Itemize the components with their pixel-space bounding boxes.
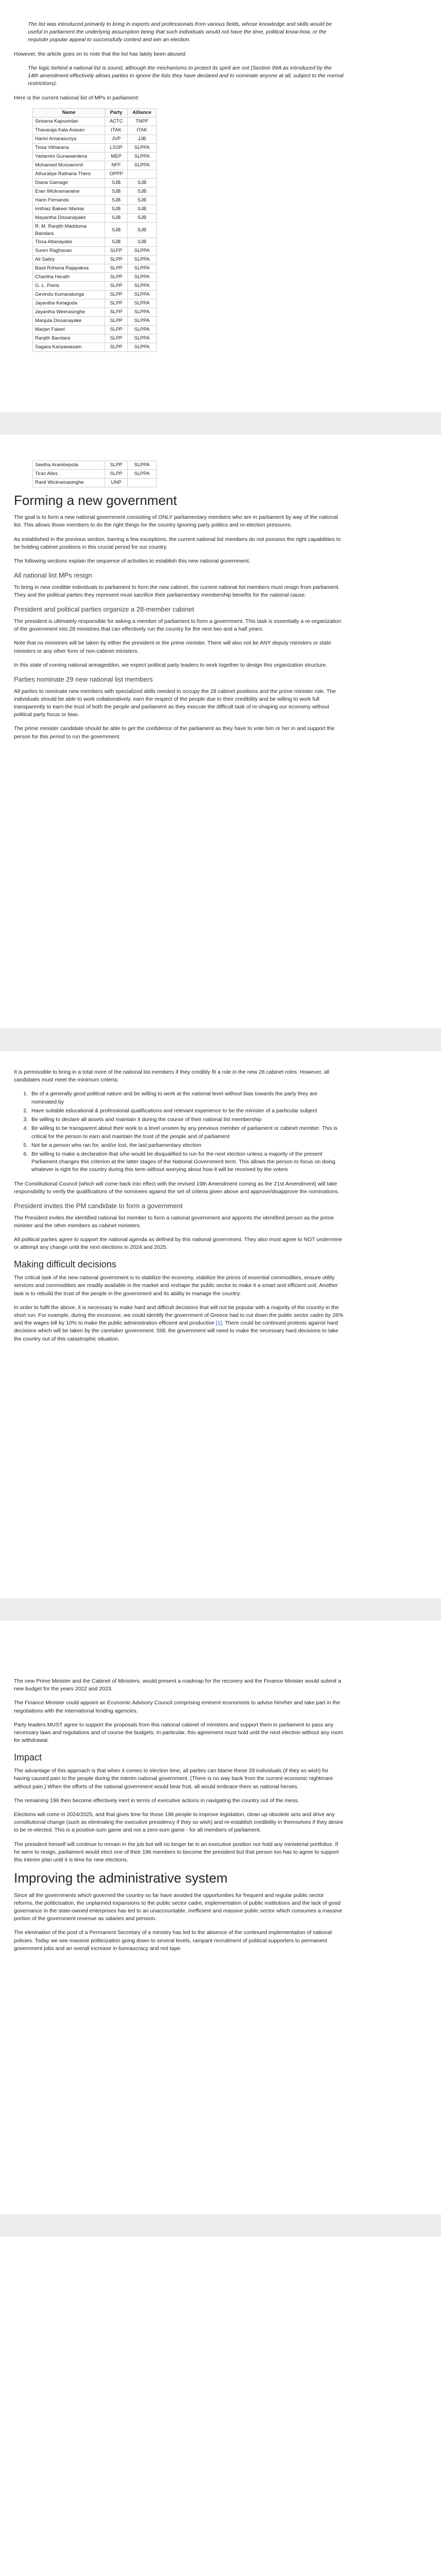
cell-name: G. L. Peiris bbox=[33, 282, 105, 291]
list-item: 2. Have suitable educational & professional qualifications and relevant experience to be the minister of a particular subject bbox=[29, 1107, 344, 1115]
paragraph: All parties to nominate new members with specialized skills needed to occupy the 28 cabinet positions and the prime minister role. The individuals should be able to work collaboratively, earn the respect of the people due to their credibility and be willing to work full transparently to earn the trust of both the people and parliament as they execute the difficult task of re-shaping our economy without political party focus or bias. bbox=[14, 688, 336, 718]
cell-alliance: SJB bbox=[128, 178, 157, 187]
paragraph: The following sections explain the sequence of activities to establish this new national government. bbox=[14, 558, 250, 565]
cell-alliance: SJB bbox=[128, 196, 157, 205]
cell-party: SJB bbox=[105, 196, 128, 205]
quote-national-list-abuse: The logic behind a national list is sound, although the mechanisms to protect its spirit are not (Section 99A as introduced by the 14th amendment effectively allows parties to ignore the lists they have declared and to nominate anyone at all, subject to the normal restrictions). bbox=[28, 64, 344, 87]
cell-party: LSSP bbox=[105, 143, 128, 152]
paragraph: The prime minister candidate should be able to get the confidence of the parliament as they have to vote him or her in and support the person for this period to run the government. bbox=[14, 725, 335, 740]
cell-party: SJB bbox=[105, 205, 128, 213]
table-header-row bbox=[33, 108, 157, 117]
page-gap bbox=[0, 1598, 441, 1621]
heading-forming-government: Forming a new government bbox=[14, 493, 177, 508]
list-item: 4. Be willing to be transparent about their work to a level unseen by any previous member of parliament or cabinet member. This is critical for the person to earn and maintain the trust of the people and of parliament bbox=[29, 1125, 344, 1140]
paragraph: The advantage of this approach is that when it comes to election time, all parties can blame these 29 individuals (if they so wish) for having caused pain to the people during the interim national government. (There is no way back from the current economic nightmare without pain.) When the efforts of the national government would bear fruit, all would embrace them as national heroes. bbox=[14, 1768, 333, 1790]
paragraph: The president himself will continue to remain in the job but will no longer be in an executive position nor hold any ministerial portfolios. If he were to resign, parliament would elect one of their 196 members to become the president but that person too has to agree to support this interim plan until it is time for new elections. bbox=[14, 1841, 339, 1863]
paragraph-text: . There could be continued protests against hard decisions which will be taken by the caretaker government. Still, the government will need to make the necessary hard decisions to take the country out of this catastrophic situation. bbox=[14, 1320, 338, 1342]
cell-party: MEP bbox=[105, 152, 128, 161]
cell-name: Thavaraja Kala Arasan bbox=[33, 126, 105, 134]
heading-administrative-system: Improving the administrative system bbox=[14, 1870, 228, 1886]
paragraph: All political parties agree to support the national agenda as defined by this national government. They also must agree to NOT undermine or attempt any change until the next elections in 2024 and 2025. bbox=[14, 1236, 342, 1251]
cell-alliance bbox=[128, 170, 157, 178]
table-row bbox=[33, 282, 157, 291]
cell-name: Imthiaz Bakeer Markar bbox=[33, 205, 105, 213]
cell-alliance: SJB bbox=[128, 213, 157, 222]
paragraph: The remaining 196 then become effectively inert in terms of executive actions in navigating the country out of the mess. bbox=[14, 1797, 299, 1804]
cell-alliance: SLPPA bbox=[128, 326, 157, 334]
cell-name: Jayantha Weerasinghe bbox=[33, 308, 105, 317]
cell-alliance: SLPPA bbox=[128, 282, 157, 291]
page-gap bbox=[0, 1028, 441, 1051]
cell-alliance: SLPPA bbox=[128, 343, 157, 352]
cell-name: Jayantha Ketagoda bbox=[33, 299, 105, 308]
cell-alliance: SLPPA bbox=[128, 461, 157, 470]
cell-alliance: SLPPA bbox=[128, 470, 157, 479]
table-row bbox=[33, 178, 157, 187]
cell-name: Diana Gamage bbox=[33, 178, 105, 187]
page-sheet-4 bbox=[0, 1621, 441, 2214]
cell-alliance: SJB bbox=[128, 222, 157, 238]
cell-party: SLPP bbox=[105, 343, 128, 352]
cell-name: Harin Fernando bbox=[33, 196, 105, 205]
cell-alliance: ITAK bbox=[128, 126, 157, 134]
heading-impact: Impact bbox=[14, 1752, 42, 1762]
table-row bbox=[33, 196, 157, 205]
cell-party: NFF bbox=[105, 161, 128, 170]
cell-party: UNP bbox=[105, 479, 128, 487]
cell-name: Marjan Faleel bbox=[33, 326, 105, 334]
cell-party: SLPP bbox=[105, 326, 128, 334]
table-row bbox=[33, 187, 157, 196]
page-sheet-2 bbox=[0, 435, 441, 1028]
table-row bbox=[33, 334, 157, 343]
cell-party: SLPP bbox=[105, 256, 128, 264]
table-row bbox=[33, 213, 157, 222]
heading-difficult-decisions: Making difficult decisions bbox=[14, 1259, 116, 1269]
page-gap bbox=[0, 412, 441, 435]
cell-name: Tiran Alles bbox=[33, 470, 105, 479]
table-row bbox=[33, 317, 157, 326]
nominee-criteria-list bbox=[29, 1090, 344, 1174]
table-row bbox=[33, 461, 157, 470]
national-list-table-body bbox=[33, 461, 157, 487]
column-header-alliance: Alliance bbox=[128, 108, 157, 117]
footnote-link[interactable]: [1] bbox=[216, 1320, 222, 1327]
list-item: 3. Be willing to declare all assets and maintain it during the course of their national list membership bbox=[29, 1116, 344, 1124]
cell-party: SJB bbox=[105, 213, 128, 222]
cell-party: SLPP bbox=[105, 291, 128, 299]
table-row bbox=[33, 256, 157, 264]
cell-alliance: SLPPA bbox=[128, 317, 157, 326]
national-list-table-continued bbox=[32, 461, 157, 487]
table-row bbox=[33, 299, 157, 308]
column-header-name: Name bbox=[33, 108, 105, 117]
paragraph: Elections will come in 2024/2025, and that gives time for those 196 people to improve legislation, clean up obsolete acts and drive any constitutional change (such as eliminating the executive presidency if they so wish) and re-establish credibility in themselves if they desire to be re-elected. This is a positive-sum game and not a zero-sum game - for all members of parliament. bbox=[14, 1811, 344, 1834]
heading-president-invites: President invites the PM candidate to form a government bbox=[14, 1202, 183, 1210]
cell-party: SLPP bbox=[105, 308, 128, 317]
cell-party: OPPP bbox=[105, 170, 128, 178]
cell-name: Sagara Kariyawasam bbox=[33, 343, 105, 352]
paragraph: The elimination of the post of a Permanent Secretary of a ministry has led to the absence of the continued implementation of national policies. Today we see massive politicization going down to several levels, rampant recruitment of political supporters to permanent government jobs and an overall increase in bureaucracy and red tape. bbox=[14, 1929, 332, 1952]
cell-party: ACTC bbox=[105, 117, 128, 126]
paragraph: As established in the previous section, barring a few exceptions, the current national list members do not possess the right capabilities to be holding cabinet positions in this crucial period for our country. bbox=[14, 536, 341, 550]
cell-name: Athuraliye Rathana Thero bbox=[33, 170, 105, 178]
national-list-table bbox=[32, 108, 157, 352]
cell-name: R. M. Ranjith Madduma Bandara bbox=[33, 222, 105, 238]
cell-party: SLPP bbox=[105, 334, 128, 343]
table-row bbox=[33, 326, 157, 334]
cell-party: ITAK bbox=[105, 126, 128, 134]
table-row bbox=[33, 343, 157, 352]
paragraph: Since all the governments which governed the country so far have avoided the opportunities for frequent and regular public sector reforms, the politicisation, the unplanned expansions to the public sector cadre, implementation of public institutions and the lack of good governance in the state-owned enterprises has led to an unaccountable, inefficient and massive public sector which consumes a massive portion of the government revenue as salaries and pension. bbox=[14, 1892, 343, 1922]
cell-alliance: SLPPA bbox=[128, 161, 157, 170]
table-row bbox=[33, 152, 157, 161]
cell-alliance: SJB bbox=[128, 205, 157, 213]
table-row bbox=[33, 291, 157, 299]
cell-party: SLPP bbox=[105, 317, 128, 326]
table-row bbox=[33, 273, 157, 282]
page-gap bbox=[0, 2214, 441, 2237]
cell-name: Tissa Attanayake bbox=[33, 238, 105, 247]
cell-party: SJB bbox=[105, 178, 128, 187]
paragraph: Party leaders MUST agree to support the proposals from this national cabinet of ministers and support them in parliament to pass any necessary laws and regulations and of course the budgets. In particular, this agreement must hold until the next election without any room for withdrawal. bbox=[14, 1721, 344, 1744]
cell-alliance: SLPPA bbox=[128, 264, 157, 273]
list-item: 5. Not be a person who ran for, and/or lost, the last parliamentary election bbox=[29, 1142, 344, 1149]
cell-alliance: SLPPA bbox=[128, 143, 157, 152]
cell-party: SJB bbox=[105, 238, 128, 247]
cell-party: SLPP bbox=[105, 264, 128, 273]
cell-party: SJB bbox=[105, 187, 128, 196]
table-row bbox=[33, 247, 157, 256]
cell-alliance: SLPPA bbox=[128, 273, 157, 282]
cell-alliance: SLPPA bbox=[128, 256, 157, 264]
cell-party: SLPP bbox=[105, 282, 128, 291]
cell-party: SJB bbox=[105, 222, 128, 238]
cell-alliance bbox=[128, 479, 157, 487]
table-row bbox=[33, 143, 157, 152]
cell-name: Mohamed Mussammil bbox=[33, 161, 105, 170]
table-row bbox=[33, 479, 157, 487]
cell-alliance: JJB bbox=[128, 134, 157, 143]
cell-name: Ali Sabry bbox=[33, 256, 105, 264]
heading-president-cabinet: President and political parties organize a 28-member cabinet bbox=[14, 605, 194, 614]
paragraph bbox=[14, 1304, 344, 1343]
cell-party: JVP bbox=[105, 134, 128, 143]
cell-name: Charitha Herath bbox=[33, 273, 105, 282]
national-list-table-body bbox=[33, 117, 157, 352]
table-row bbox=[33, 205, 157, 213]
paragraph: It is permissible to bring in a total more of the national list members if they credibly fit a role in the new 28 cabinet roles. However, all candidates must meet the minimum criteria: bbox=[14, 1069, 330, 1083]
table-row bbox=[33, 134, 157, 143]
paragraph: However, the article goes on to note that the list has lately been abused: bbox=[14, 50, 187, 57]
heading-parties-nominate: Parties nominate 29 new national list members bbox=[14, 675, 153, 683]
cell-name: Seetha Arambepola bbox=[33, 461, 105, 470]
table-row bbox=[33, 126, 157, 134]
paragraph: The goal is to form a new national government consisting of ONLY parliamentary members who are in parliament by way of the national list. This allows those members to do the right things for the country ignoring party politics and re-election pressures. bbox=[14, 514, 338, 529]
cell-alliance: SLPPA bbox=[128, 299, 157, 308]
cell-name: Basil Rohana Rajapaksa bbox=[33, 264, 105, 273]
cell-party: SLFP bbox=[105, 247, 128, 256]
cell-name: Harini Amarasuriya bbox=[33, 134, 105, 143]
paragraph: The Finance Minister could appoint an Economic Advisory Council comprising eminent economists to advise him/her and take part in the negotiations with the international lending agencies. bbox=[14, 1700, 341, 1714]
cell-name: Ranjith Bandara bbox=[33, 334, 105, 343]
table-row bbox=[33, 170, 157, 178]
heading-mps-resign: All national list MPs resign bbox=[14, 571, 92, 580]
cell-party: SLPP bbox=[105, 470, 128, 479]
cell-name: Ranil Wickramasinghe bbox=[33, 479, 105, 487]
cell-party: SLPP bbox=[105, 461, 128, 470]
cell-name: Eran Wickramaratne bbox=[33, 187, 105, 196]
quote-national-list-purpose: The list was introduced primarily to bring in experts and professionals from various fields, whose knowledge and skills would be useful in parliament the underlying assumption being that such individuals would not have the time, political know-how, or the requisite popular appeal to successfully contest and win an election. bbox=[28, 21, 332, 43]
cell-name: Gevindu Kumaratunga bbox=[33, 291, 105, 299]
paragraph: The Constitutional Council (which will come back into effect with the revised 19th Amendment coming as the 21st Amendment) will take responsibility to verify the qualifications of the nominees against the set of criteria given above and approve/disapprove the nominations. bbox=[14, 1180, 340, 1195]
paragraph: The President invites the identified national list member to form a national government and appoints the identified person as the prime minister and the other members as cabinet ministers. bbox=[14, 1214, 334, 1229]
cell-party: SLPP bbox=[105, 273, 128, 282]
table-row bbox=[33, 222, 157, 238]
cell-name: Sirisena Kapuvinlan bbox=[33, 117, 105, 126]
list-item: 6. Be willing to make a declaration that s/he would be disqualified to run for the next election unless a majority of the present Parliament changes this criterion at the latter stages of the National Government term. This allows the person to focus on doing whatever is right for the country during this term without worrying about how it will be received by the voters bbox=[29, 1150, 344, 1174]
cell-name: Suren Raghavan bbox=[33, 247, 105, 256]
cell-alliance: SLPPA bbox=[128, 308, 157, 317]
cell-party: SLPP bbox=[105, 299, 128, 308]
list-item: 1. Be of a generally good political nature and be willing to work at the national level without bias towards the party they are nominated by bbox=[29, 1090, 344, 1106]
column-header-party: Party bbox=[105, 108, 128, 117]
cell-alliance: TNPF bbox=[128, 117, 157, 126]
paragraph-text: In order to fulfil the above, it is necessary to make hard and difficult decisions that will not be popular with a majority of the country in the short run. For example, during the excessive, we could identify the government of Greece had to cut down the public sector cadre by 26% and the wages bill by 10% to make the public administration efficient and productive bbox=[14, 1304, 344, 1327]
paragraph: The new Prime Minister and the Cabinet of Ministers, would present a roadmap for the recovery and the Finance Minister would submit a new budget for the years 2022 and 2023. bbox=[14, 1678, 341, 1692]
cell-alliance: SLPPA bbox=[128, 247, 157, 256]
page-sheet-1 bbox=[0, 0, 441, 412]
cell-alliance: SLPPA bbox=[128, 152, 157, 161]
page-sheet-3 bbox=[0, 1051, 441, 1598]
cell-alliance: SLPPA bbox=[128, 291, 157, 299]
cell-name: Tissa Vitharana bbox=[33, 143, 105, 152]
table-row bbox=[33, 238, 157, 247]
cell-alliance: SJB bbox=[128, 238, 157, 247]
cell-alliance: SLPPA bbox=[128, 334, 157, 343]
cell-name: Yadamini Gunawardena bbox=[33, 152, 105, 161]
paragraph: To bring in new credible individuals to parliament to form the new cabinet, the current national list members must resign from parliament. They and the political parties they represent must sacrifice their parliamentary membership benefits for the national cause. bbox=[14, 584, 340, 599]
cell-name: Mayantha Dissanayake bbox=[33, 213, 105, 222]
table-row bbox=[33, 470, 157, 479]
paragraph: The critical task of the new national government is to stabilize the economy, stabilize the prices of essential commodities, ensure utility services and commodities are readily available in the market and reshape the public sector to make it a smart and efficient unit. Another task is to rebuild the trust of the people in the government and its ability to manage the country. bbox=[14, 1275, 338, 1297]
paragraph: Here is the current national list of MPs in parliament: bbox=[14, 94, 140, 101]
paragraph: The president is ultimately responsible for asking a member of parliament to form a government. This task is essentially a re-organization of the government into 28 ministries that can effectively run the country for the next two and a half years. bbox=[14, 618, 342, 633]
cell-alliance: SJB bbox=[128, 187, 157, 196]
table-row bbox=[33, 117, 157, 126]
paragraph: In this state of coming national armageddon, we expect political party leaders to work together to design this organization structure. bbox=[14, 662, 328, 668]
paragraph: Note that no ministries will be taken by either the president or the prime minister. There will also not be ANY deputy ministers or state ministers or any other form of non-cabinet ministers. bbox=[14, 640, 331, 654]
cell-name: Manjula Dissanayake bbox=[33, 317, 105, 326]
table-row bbox=[33, 308, 157, 317]
table-row bbox=[33, 264, 157, 273]
page-sheet-5 bbox=[0, 2237, 441, 2576]
table-row bbox=[33, 161, 157, 170]
